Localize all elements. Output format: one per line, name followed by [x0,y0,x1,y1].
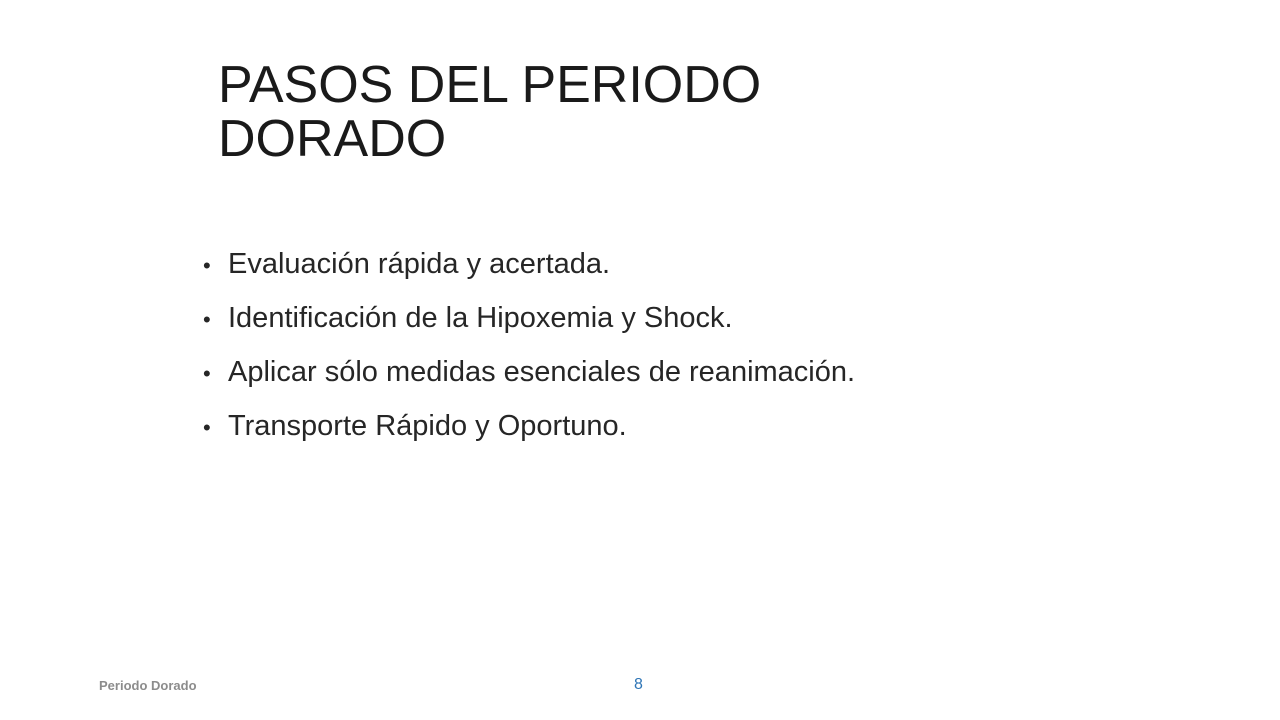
page-number: 8 [634,676,643,693]
bullet-dot-icon: • [203,361,211,386]
bullet-dot-icon: • [203,253,211,278]
bullet-text: Aplicar sólo medidas esenciales de reanimación. [228,356,856,388]
bullet-item [203,410,1203,464]
bullet-dot-icon: • [203,415,211,440]
bullet-text: Evaluación rápida y acertada. [228,248,611,280]
bullet-item [203,302,1203,356]
footer-label: Periodo Dorado [99,678,197,693]
bullet-text: Transporte Rápido y Oportuno. [228,410,627,442]
bullet-text: Identificación de la Hipoxemia y Shock. [228,302,733,334]
bullet-item [203,356,1203,410]
bullet-list [203,248,1203,464]
bullet-dot-icon: • [203,307,211,332]
slide-title: PASOS DEL PERIODO DORADO [218,56,762,168]
bullet-item [203,248,1203,302]
